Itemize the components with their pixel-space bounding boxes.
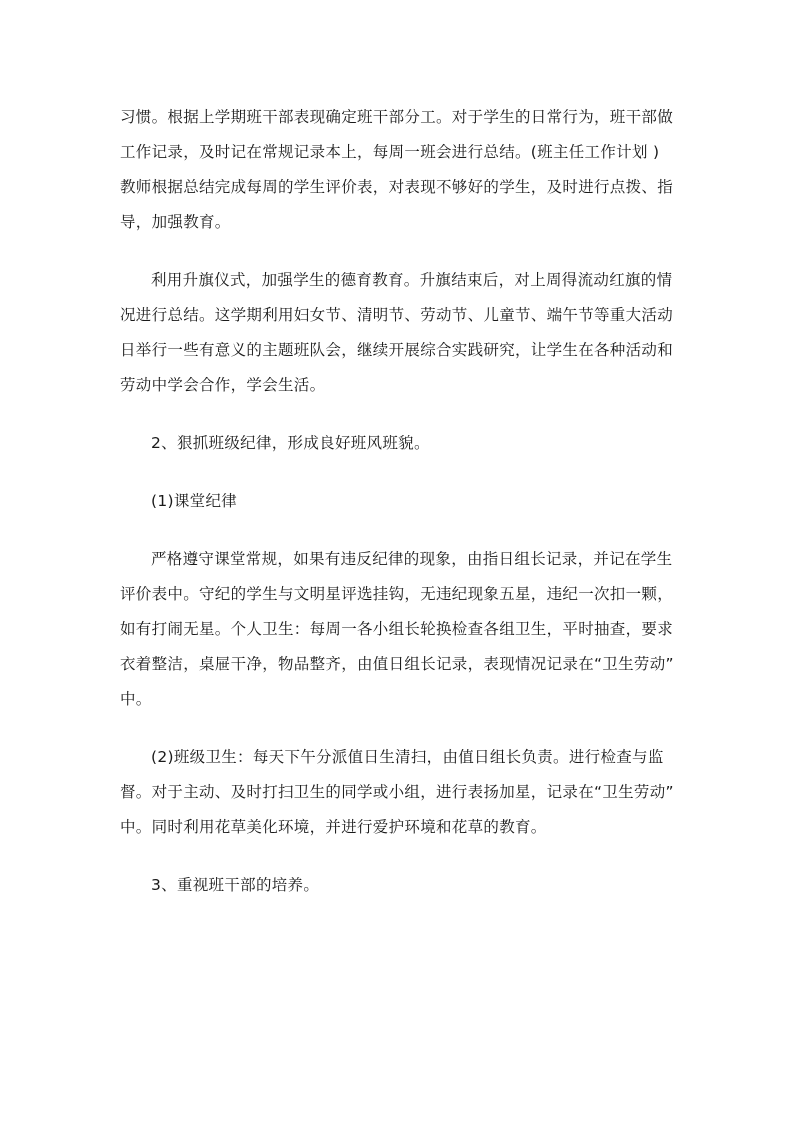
text-line: 评价表中。守纪的学生与文明星评选挂钩，无违纪现象五星，违纪一次扣一颗， [120, 585, 674, 603]
text-line: 况进行总结。这学期利用妇女节、清明节、劳动节、儿童节、端午节等重大活动 [120, 306, 674, 324]
paragraph-class-hygiene [120, 740, 680, 845]
paragraph-classroom-rules [120, 542, 680, 717]
document-page [120, 100, 680, 926]
text-line: 督。对于主动、及时打扫卫生的同学或小组，进行表扬加星，记录在“卫生劳动” [120, 783, 674, 801]
text-line: 严格遵守课堂常规，如果有违反纪律的现象，由指日组长记录，并记在学生 [151, 550, 673, 568]
text-line: 中。同时利用花草美化环境，并进行爱护环境和花草的教育。 [120, 818, 547, 836]
paragraph-daily-behavior [120, 100, 680, 240]
text-line: 3、重视班干部的培养。 [151, 876, 320, 894]
text-line: (1)课堂纪律 [151, 492, 238, 510]
subheading-classroom-discipline [120, 484, 680, 519]
text-line: (2)班级卫生：每天下午分派值日生清扫，由值日组长负责。进行检查与监 [151, 748, 664, 766]
text-line: 教师根据总结完成每周的学生评价表，对表现不够好的学生，及时进行点拨、指 [120, 178, 674, 196]
text-line: 日举行一些有意义的主题班队会，继续开展综合实践研究，让学生在各种活动和 [120, 341, 674, 359]
heading-class-cadres [120, 868, 680, 903]
text-line: 导，加强教育。 [120, 213, 231, 231]
heading-class-discipline [120, 426, 680, 461]
text-line: 衣着整洁，桌屉干净，物品整齐，由值日组长记录，表现情况记录在“卫生劳动” [120, 655, 674, 673]
text-line: 如有打闹无星。个人卫生：每周一各小组长轮换检查各组卫生，平时抽查，要求 [120, 620, 674, 638]
paragraph-flag-ceremony [120, 263, 680, 403]
text-line: 2、狠抓班级纪律，形成良好班风班貌。 [151, 434, 430, 452]
text-line: 劳动中学会合作，学会生活。 [120, 376, 326, 394]
text-line: 利用升旗仪式，加强学生的德育教育。升旗结束后，对上周得流动红旗的情 [151, 271, 673, 289]
text-line: 工作记录，及时记在常规记录本上，每周一班会进行总结。(班主任工作计划 ) [120, 143, 660, 161]
text-line: 中。 [120, 690, 152, 708]
text-line: 习惯。根据上学期班干部表现确定班干部分工。对于学生的日常行为，班干部做 [120, 108, 674, 126]
